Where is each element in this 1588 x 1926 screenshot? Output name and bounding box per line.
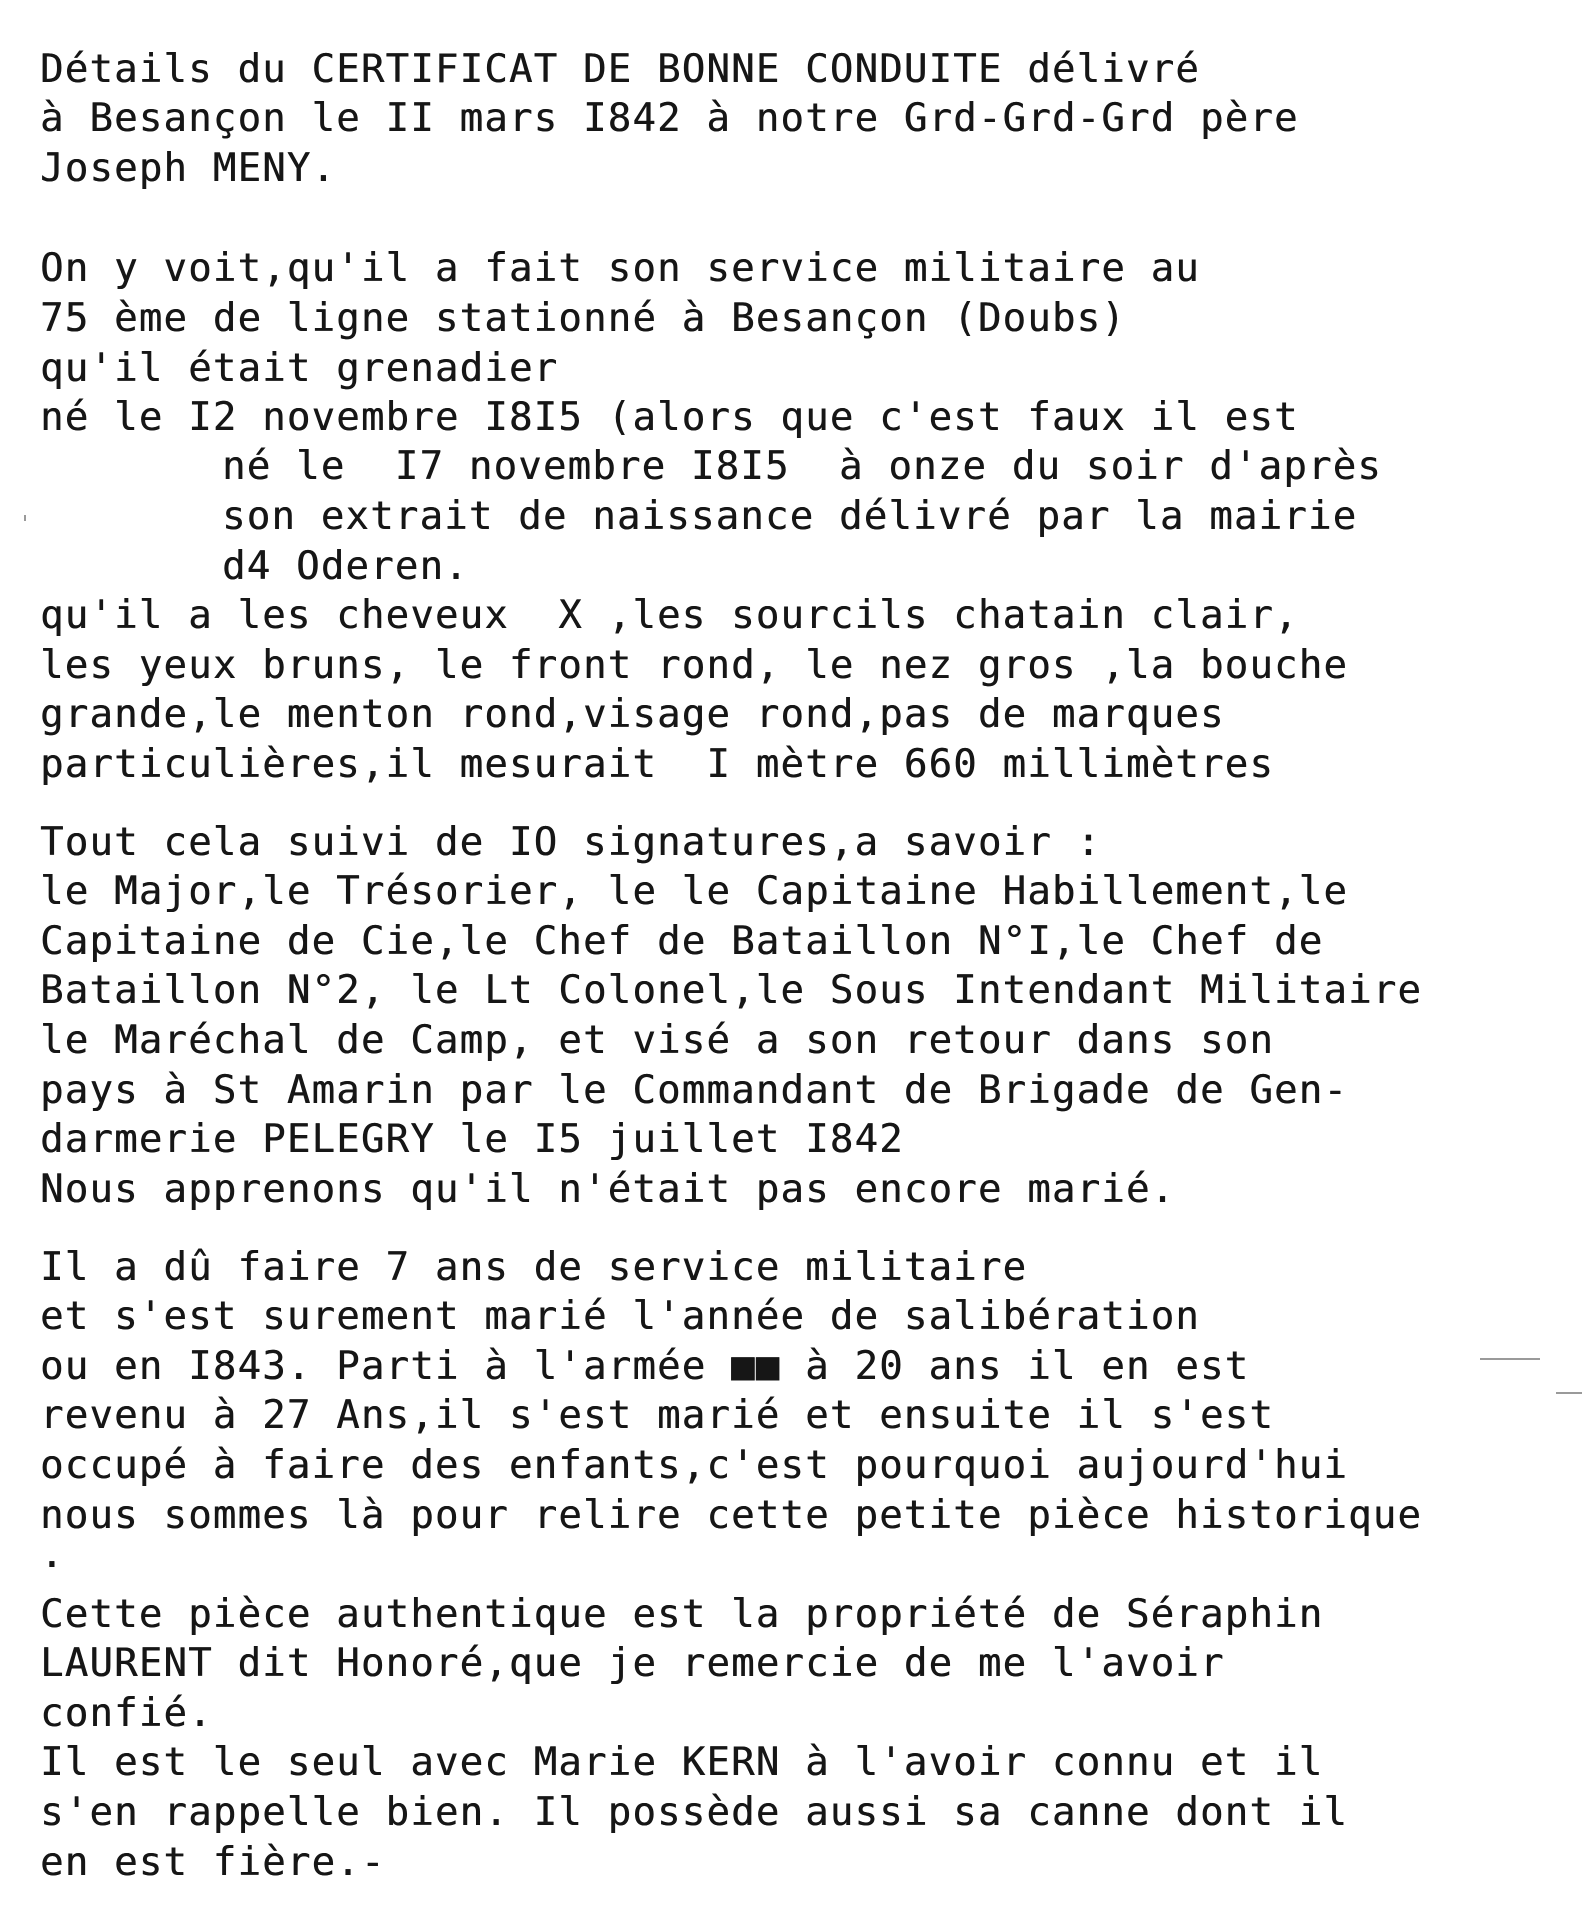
text-line: Nous apprenons qu'il n'était pas encore marié. — [40, 1167, 1176, 1212]
text-line: Il a dû faire 7 ans de service militaire — [40, 1245, 1028, 1290]
text-line: le Maréchal de Camp, et visé a son retour dans son — [40, 1018, 1274, 1063]
scan-speck — [1480, 1358, 1540, 1360]
text-line: LAURENT dit Honoré,que je remercie de me l'avoir — [40, 1641, 1225, 1686]
text-line: d4 Oderen. — [222, 544, 469, 589]
text-line: Tout cela suivi de IO signatures,a savoir : — [40, 820, 1102, 865]
text-line: nous sommes là pour relire cette petite pièce historique — [40, 1493, 1423, 1538]
text-line: confié. — [40, 1691, 213, 1736]
text-line: les yeux bruns, le front rond, le nez gros ,la bouche — [40, 643, 1349, 688]
text-line: On y voit,qu'il a fait son service militaire au — [40, 246, 1200, 291]
text-line: à Besançon le II mars I842 à notre Grd-Grd-Grd père — [40, 96, 1299, 141]
text-line: ou en I843. Parti à l'armée ■■ à 20 ans il en est — [40, 1344, 1250, 1389]
text-line: Bataillon N°2, le Lt Colonel,le Sous Intendant Militaire — [40, 968, 1423, 1013]
scan-speck — [24, 515, 26, 521]
scan-speck — [1556, 1392, 1582, 1394]
text-line: darmerie PELEGRY le I5 juillet I842 — [40, 1117, 904, 1162]
text-line: Cette pièce authentique est la propriété de Séraphin — [40, 1592, 1324, 1637]
text-line: pays à St Amarin par le Commandant de Brigade de Gen- — [40, 1068, 1349, 1113]
text-line: Capitaine de Cie,le Chef de Bataillon N°I,le Chef de — [40, 919, 1324, 964]
text-line: revenu à 27 Ans,il s'est marié et ensuite il s'est — [40, 1393, 1274, 1438]
text-line: s'en rappelle bien. Il possède aussi sa canne dont il — [40, 1790, 1349, 1835]
text-line: son extrait de naissance délivré par la mairie — [222, 494, 1358, 539]
text-line: occupé à faire des enfants,c'est pourquoi aujourd'hui — [40, 1443, 1349, 1488]
text-line: qu'il était grenadier — [40, 346, 559, 391]
text-line: né le I2 novembre I8I5 (alors que c'est faux il est — [40, 395, 1299, 440]
text-line: Il est le seul avec Marie KERN à l'avoir connu et il — [40, 1740, 1324, 1785]
text-line: le Major,le Trésorier, le le Capitaine Habillement,le — [40, 869, 1349, 914]
text-line: en est fière.- — [40, 1840, 386, 1885]
text-line: . — [40, 1532, 65, 1577]
text-line: qu'il a les cheveux X ,les sourcils chatain clair, — [40, 593, 1299, 638]
text-line: grande,le menton rond,visage rond,pas de marques — [40, 692, 1225, 737]
text-line: né le I7 novembre I8I5 à onze du soir d'après — [222, 444, 1382, 489]
text-line: et s'est surement marié l'année de salibération — [40, 1294, 1200, 1339]
text-line: Détails du CERTIFICAT DE BONNE CONDUITE délivré — [40, 47, 1200, 92]
text-line: particulières,il mesurait I mètre 660 millimètres — [40, 742, 1274, 787]
text-line: 75 ème de ligne stationné à Besançon (Doubs) — [40, 296, 1126, 341]
text-line: Joseph MENY. — [40, 146, 337, 191]
